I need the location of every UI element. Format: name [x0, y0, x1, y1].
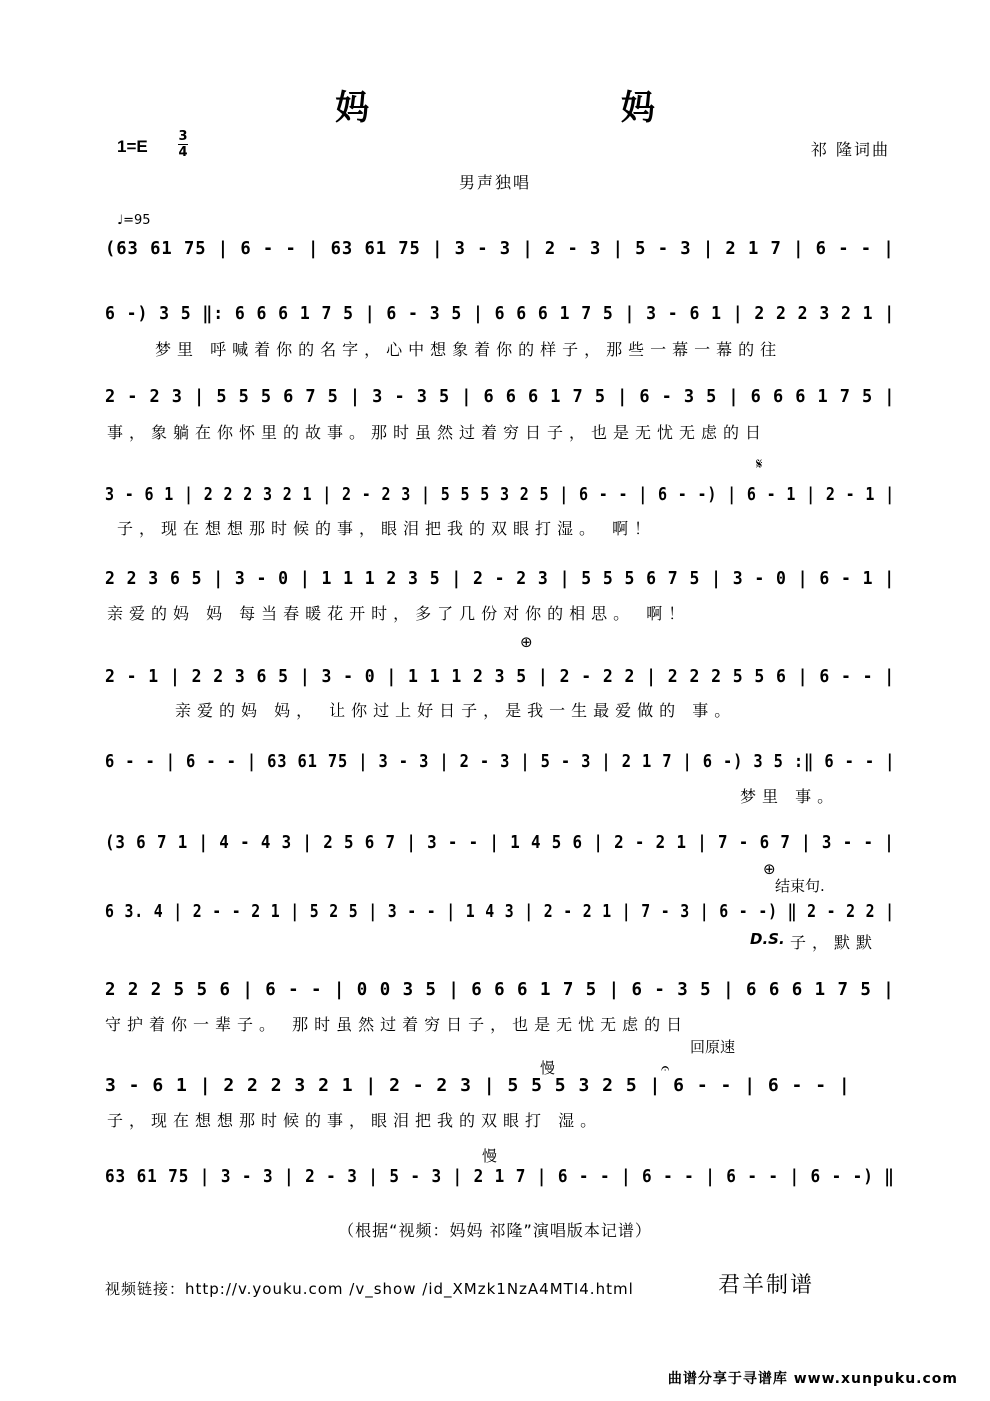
composer-credit: 祁 隆词曲 [810, 140, 890, 159]
score-notes: 2 2 2 5 5 6 | 6 - - | 0 0 3 5 | 6 6 6 1 7 5 | 6 - 3 5 | 6 6 6 1 7 5 | [105, 978, 895, 1000]
lyric-line: 梦里 事。 [740, 787, 840, 806]
key-signature: 1=E [117, 137, 148, 156]
score-line [105, 232, 895, 264]
score-notes: 6 -) 3 5 ‖: 6 6 6 1 7 5 | 6 - 3 5 | 6 6 6 1 7 5 | 3 - 6 1 | 2 2 2 3 2 1 | [105, 302, 896, 324]
score-notes: 3 - 6 1 | 2 2 2 3 2 1 | 2 - 2 3 | 5 5 5 3 2 5 | 6 - - | 6 - -) | 6 - 1 | 2 - 1 | [105, 483, 895, 505]
fermata-mark: 𝄐 [661, 1059, 670, 1077]
score-notes: 6 - - | 6 - - | 63 61 75 | 3 - 3 | 2 - 3 | 5 - 3 | 2 1 7 | 6 -) 3 5 :‖ 6 - - | [105, 750, 896, 772]
lyric-line: 梦里 呼喊着你的名字，心中想象着你的样子，那些一幕一幕的往 [155, 340, 783, 359]
score-line [105, 380, 895, 412]
score-line [105, 973, 895, 1005]
lyric-line: 亲爱的妈 妈， 让你过上好日子，是我一生最爱做的 事。 [175, 701, 737, 720]
score-line [105, 660, 895, 692]
score-notes: 63 61 75 | 3 - 3 | 2 - 3 | 5 - 3 | 2 1 7 | 6 - - | 6 - - | 6 - - | 6 - -) ‖ [105, 1165, 895, 1187]
time-signature-bottom: 4 [178, 145, 188, 160]
time-signature [178, 130, 188, 159]
score-notes: 2 - 2 3 | 5 5 5 6 7 5 | 3 - 3 5 | 6 6 6 1 7 5 | 6 - 3 5 | 6 6 6 1 7 5 | [105, 385, 896, 407]
site-watermark: 曲谱分享于寻谱库 www.xunpuku.com [667, 1371, 958, 1387]
transcriber-signature: 君羊制谱 [718, 1273, 815, 1298]
score-line [105, 826, 895, 858]
score-line [105, 1069, 895, 1101]
score-notes: 3 - 6 1 | 2 2 2 3 2 1 | 2 - 2 3 | 5 5 5 3 2 5 | 6 - - | 6 - - | [105, 1074, 851, 1096]
lyric-line: 子，现在想想那时候的事，眼泪把我的双眼打 湿。 [107, 1111, 603, 1130]
ds-mark: D.S. [750, 930, 785, 948]
lyric-line: 守护着你一辈子。 那时虽然过着穷日子，也是无忧无虑的日 [105, 1015, 689, 1034]
slow-mark: 慢 [540, 1059, 556, 1077]
page-title: 妈 妈 [335, 88, 775, 128]
segno-mark: 𝄋 [756, 455, 763, 473]
lyric-line: 亲爱的妈 妈 每当春暖花开时，多了几份对你的相思。 啊！ [107, 604, 691, 623]
coda-mark-2: ⊕ [763, 860, 776, 878]
score-notes: 6 3. 4 | 2 - - 2 1 | 5 2 5 | 3 - - | 1 4 3 | 2 - 2 1 | 7 - 3 | 6 - -) ‖ 2 - 2 2 | [105, 900, 895, 922]
video-link[interactable]: 视频链接：http://v.youku.com /v_show /id_XMzk1NzA4MTI4.html [105, 1280, 634, 1298]
performance-type: 男声独唱 [458, 173, 531, 192]
score-line [105, 745, 895, 777]
score-notes: 2 2 3 6 5 | 3 - 0 | 1 1 1 2 3 5 | 2 - 2 3 | 5 5 5 6 7 5 | 3 - 0 | 6 - 1 | [105, 567, 896, 589]
score-notes: (63 61 75 | 6 - - | 63 61 75 | 3 - 3 | 2 - 3 | 5 - 3 | 2 1 7 | 6 - - | [105, 237, 895, 259]
lyric-line: 子，默默 [790, 933, 879, 952]
return-tempo-mark: 回原速 [690, 1038, 736, 1056]
score-line [105, 297, 895, 329]
tempo-mark: ♩=95 [117, 213, 151, 228]
transcription-note: （根据“视频：妈妈 祁隆”演唱版本记谱） [338, 1221, 652, 1240]
slow-mark-2: 慢 [482, 1147, 498, 1165]
lyric-line: 事，象躺在你怀里的故事。那时虽然过着穷日子，也是无忧无虑的日 [107, 423, 768, 442]
score-line [105, 478, 895, 510]
score-line [105, 562, 895, 594]
coda-mark: ⊕ [520, 633, 533, 651]
time-signature-top: 3 [178, 129, 188, 144]
lyric-line: 子，现在想想那时候的事，眼泪把我的双眼打湿。 啊！ [117, 519, 657, 538]
score-line [105, 895, 895, 927]
score-notes: 2 - 1 | 2 2 3 6 5 | 3 - 0 | 1 1 1 2 3 5 | 2 - 2 2 | 2 2 2 5 5 6 | 6 - - | [105, 665, 896, 687]
score-line [105, 1160, 895, 1192]
score-notes: (3 6 7 1 | 4 - 4 3 | 2 5 6 7 | 3 - - | 1 4 5 6 | 2 - 2 1 | 7 - 6 7 | 3 - - | [105, 831, 895, 853]
ending-phrase-label: 结束句. [775, 877, 825, 895]
